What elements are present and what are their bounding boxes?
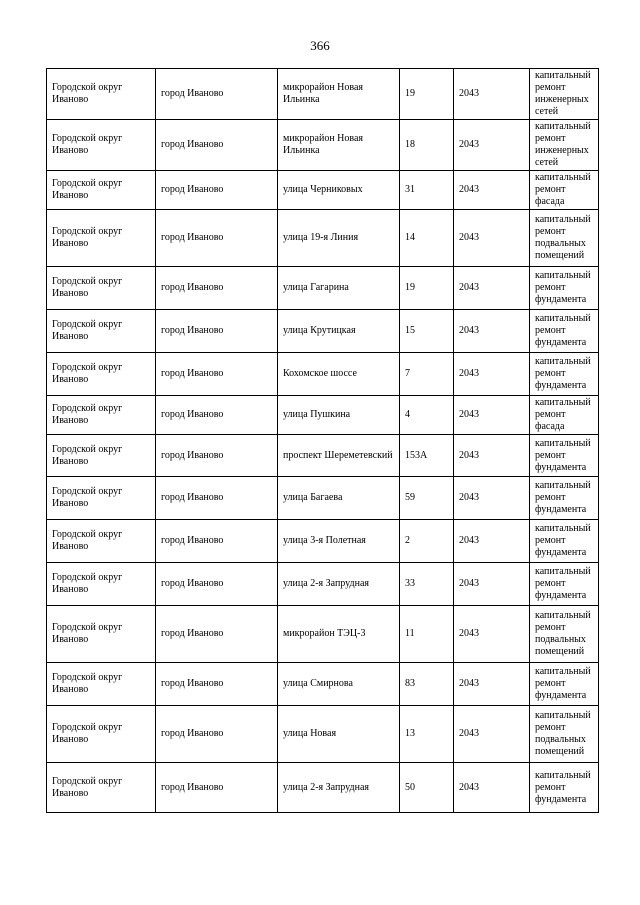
okrug-cell xyxy=(47,520,156,563)
house-text: 31 xyxy=(405,184,415,195)
house-text: 14 xyxy=(405,232,415,243)
work-cell xyxy=(530,663,599,706)
work-text: капитальный ремонт фасада xyxy=(535,397,591,432)
street-cell xyxy=(278,606,400,663)
year-cell xyxy=(454,763,530,813)
street-cell xyxy=(278,563,400,606)
city-text: город Иваново xyxy=(161,535,224,546)
house-text: 18 xyxy=(405,139,415,150)
work-text: капитальный ремонт инженерных сетей xyxy=(535,121,591,168)
city-text: город Иваново xyxy=(161,139,224,150)
okrug-cell xyxy=(47,353,156,396)
okrug-text: Городской округ Иваново xyxy=(52,672,123,695)
table-row xyxy=(47,353,599,396)
year-text: 2043 xyxy=(459,535,479,546)
work-text: капитальный ремонт подвальных помещений xyxy=(535,610,591,657)
housing-repair-table xyxy=(46,68,599,813)
year-text: 2043 xyxy=(459,781,479,793)
table-row xyxy=(47,69,599,120)
year-cell xyxy=(454,706,530,763)
work-text: капитальный ремонт инженерных сетей xyxy=(535,70,591,117)
city-text: город Иваново xyxy=(161,492,224,503)
work-cell xyxy=(530,706,599,763)
city-text: город Иваново xyxy=(161,628,224,639)
okrug-text: Городской округ Иваново xyxy=(52,572,123,595)
year-cell xyxy=(454,663,530,706)
year-cell xyxy=(454,396,530,435)
year-cell xyxy=(454,477,530,520)
okrug-cell xyxy=(47,210,156,267)
work-cell xyxy=(530,520,599,563)
year-text: 2043 xyxy=(459,282,479,293)
okrug-cell xyxy=(47,267,156,310)
house-text: 83 xyxy=(405,678,415,689)
house-cell xyxy=(400,435,454,477)
work-text: капитальный ремонт фундамента xyxy=(535,769,591,805)
city-cell xyxy=(156,171,278,210)
street-cell xyxy=(278,663,400,706)
okrug-cell xyxy=(47,663,156,706)
city-cell xyxy=(156,69,278,120)
house-cell xyxy=(400,69,454,120)
table-row xyxy=(47,520,599,563)
city-text: город Иваново xyxy=(161,184,224,195)
year-text: 2043 xyxy=(459,578,479,589)
okrug-text: Городской округ Иваново xyxy=(52,276,123,299)
city-cell xyxy=(156,663,278,706)
street-cell xyxy=(278,706,400,763)
house-cell xyxy=(400,706,454,763)
street-text: улица Крутицкая xyxy=(283,325,356,336)
year-cell xyxy=(454,267,530,310)
street-cell xyxy=(278,69,400,120)
street-cell xyxy=(278,267,400,310)
city-text: город Иваново xyxy=(161,578,224,589)
house-text: 33 xyxy=(405,578,415,589)
year-cell xyxy=(454,120,530,171)
city-text: город Иваново xyxy=(161,282,224,293)
table-row xyxy=(47,396,599,435)
okrug-text: Городской округ Иваново xyxy=(52,775,123,799)
table-body xyxy=(47,69,599,813)
okrug-cell xyxy=(47,396,156,435)
okrug-cell xyxy=(47,477,156,520)
work-cell xyxy=(530,353,599,396)
city-text: город Иваново xyxy=(161,409,224,420)
year-text: 2043 xyxy=(459,409,479,420)
okrug-cell xyxy=(47,563,156,606)
city-text: город Иваново xyxy=(161,368,224,379)
okrug-cell xyxy=(47,310,156,353)
year-cell xyxy=(454,210,530,267)
house-text: 11 xyxy=(405,628,415,639)
work-text: капитальный ремонт фундамента xyxy=(535,356,591,391)
year-text: 2043 xyxy=(459,492,479,503)
okrug-text: Городской округ Иваново xyxy=(52,722,123,745)
street-text: улица Новая xyxy=(283,728,337,739)
street-cell xyxy=(278,477,400,520)
city-text: город Иваново xyxy=(161,325,224,336)
year-cell xyxy=(454,563,530,606)
street-text: микрорайон Новая Ильинка xyxy=(283,82,364,105)
okrug-cell xyxy=(47,706,156,763)
table-row xyxy=(47,171,599,210)
year-text: 2043 xyxy=(459,628,479,639)
street-text: улица Пушкина xyxy=(283,409,351,420)
year-text: 2043 xyxy=(459,728,479,739)
street-text: улица Багаева xyxy=(283,492,343,503)
city-cell xyxy=(156,477,278,520)
table-row xyxy=(47,210,599,267)
year-cell xyxy=(454,353,530,396)
house-text: 7 xyxy=(405,368,410,379)
city-cell xyxy=(156,310,278,353)
street-cell xyxy=(278,210,400,267)
city-cell xyxy=(156,606,278,663)
house-cell xyxy=(400,396,454,435)
work-cell xyxy=(530,477,599,520)
city-cell xyxy=(156,396,278,435)
street-text: улица Гагарина xyxy=(283,282,349,293)
city-text: город Иваново xyxy=(161,781,224,793)
table-row xyxy=(47,267,599,310)
work-cell xyxy=(530,171,599,210)
house-text: 19 xyxy=(405,282,415,293)
year-cell xyxy=(454,520,530,563)
okrug-text: Городской округ Иваново xyxy=(52,226,123,249)
street-text: Кохомское шоссе xyxy=(283,368,357,379)
table-row xyxy=(47,477,599,520)
house-cell xyxy=(400,210,454,267)
city-cell xyxy=(156,706,278,763)
city-cell xyxy=(156,267,278,310)
street-text: улица 3-я Полетная xyxy=(283,535,366,546)
street-text: микрорайон ТЭЦ-3 xyxy=(283,628,366,639)
city-cell xyxy=(156,210,278,267)
street-cell xyxy=(278,171,400,210)
work-text: капитальный ремонт подвальных помещений xyxy=(535,710,591,757)
city-cell xyxy=(156,520,278,563)
street-text: улица Черниковых xyxy=(283,184,363,195)
okrug-cell xyxy=(47,435,156,477)
street-text: улица 19-я Линия xyxy=(283,232,359,243)
table-row xyxy=(47,763,599,813)
street-cell xyxy=(278,353,400,396)
year-text: 2043 xyxy=(459,449,479,461)
okrug-text: Городской округ Иваново xyxy=(52,133,123,156)
okrug-text: Городской округ Иваново xyxy=(52,529,123,552)
city-text: город Иваново xyxy=(161,678,224,689)
house-text: 4 xyxy=(405,409,410,420)
year-cell xyxy=(454,435,530,477)
year-cell xyxy=(454,171,530,210)
work-text: капитальный ремонт подвальных помещений xyxy=(535,214,591,261)
street-text: микрорайон Новая Ильинка xyxy=(283,133,364,156)
work-cell xyxy=(530,120,599,171)
okrug-text: Городской округ Иваново xyxy=(52,362,123,385)
house-cell xyxy=(400,171,454,210)
house-cell xyxy=(400,310,454,353)
work-text: капитальный ремонт фундамента xyxy=(535,523,591,558)
street-cell xyxy=(278,435,400,477)
okrug-text: Городской округ Иваново xyxy=(52,486,123,509)
okrug-text: Городской округ Иваново xyxy=(52,403,123,426)
street-cell xyxy=(278,520,400,563)
table-row xyxy=(47,663,599,706)
work-text: капитальный ремонт фундамента xyxy=(535,666,591,701)
work-cell xyxy=(530,310,599,353)
table-row xyxy=(47,310,599,353)
city-text: город Иваново xyxy=(161,88,224,99)
okrug-cell xyxy=(47,120,156,171)
street-text: улица Смирнова xyxy=(283,678,353,689)
year-cell xyxy=(454,69,530,120)
year-text: 2043 xyxy=(459,368,479,379)
house-text: 13 xyxy=(405,728,415,739)
house-cell xyxy=(400,663,454,706)
house-cell xyxy=(400,267,454,310)
work-cell xyxy=(530,606,599,663)
house-text: 50 xyxy=(405,781,415,793)
house-text: 15 xyxy=(405,325,415,336)
house-text: 2 xyxy=(405,535,410,546)
work-cell xyxy=(530,396,599,435)
year-text: 2043 xyxy=(459,88,479,99)
page-number: 366 xyxy=(310,38,330,53)
house-text: 19 xyxy=(405,88,415,99)
table-row xyxy=(47,706,599,763)
year-text: 2043 xyxy=(459,678,479,689)
city-text: город Иваново xyxy=(161,728,224,739)
okrug-cell xyxy=(47,69,156,120)
work-cell xyxy=(530,435,599,477)
city-text: город Иваново xyxy=(161,449,224,461)
work-cell xyxy=(530,69,599,120)
city-cell xyxy=(156,435,278,477)
house-text: 59 xyxy=(405,492,415,503)
year-cell xyxy=(454,310,530,353)
street-cell xyxy=(278,396,400,435)
work-text: капитальный ремонт фундамента xyxy=(535,437,591,473)
city-cell xyxy=(156,763,278,813)
work-text: капитальный ремонт фундамента xyxy=(535,270,591,305)
okrug-cell xyxy=(47,171,156,210)
year-text: 2043 xyxy=(459,232,479,243)
year-text: 2043 xyxy=(459,184,479,195)
house-text: 153А xyxy=(405,449,428,461)
year-text: 2043 xyxy=(459,325,479,336)
okrug-text: Городской округ Иваново xyxy=(52,82,123,105)
work-cell xyxy=(530,763,599,813)
street-cell xyxy=(278,120,400,171)
table-row xyxy=(47,606,599,663)
work-cell xyxy=(530,563,599,606)
house-cell xyxy=(400,120,454,171)
work-text: капитальный ремонт фундамента xyxy=(535,313,591,348)
okrug-text: Городской округ Иваново xyxy=(52,319,123,342)
street-text: проспект Шереметевский xyxy=(283,449,393,461)
table-row xyxy=(47,120,599,171)
work-text: капитальный ремонт фундамента xyxy=(535,480,591,515)
city-cell xyxy=(156,120,278,171)
house-cell xyxy=(400,477,454,520)
okrug-cell xyxy=(47,763,156,813)
year-text: 2043 xyxy=(459,139,479,150)
year-cell xyxy=(454,606,530,663)
work-cell xyxy=(530,267,599,310)
house-cell xyxy=(400,353,454,396)
okrug-cell xyxy=(47,606,156,663)
street-cell xyxy=(278,310,400,353)
table-row xyxy=(47,435,599,477)
city-cell xyxy=(156,563,278,606)
table-row xyxy=(47,563,599,606)
okrug-text: Городской округ Иваново xyxy=(52,443,123,467)
city-text: город Иваново xyxy=(161,232,224,243)
okrug-text: Городской округ Иваново xyxy=(52,622,123,645)
city-cell xyxy=(156,353,278,396)
okrug-text: Городской округ Иваново xyxy=(52,178,123,201)
street-cell xyxy=(278,763,400,813)
house-cell xyxy=(400,606,454,663)
house-cell xyxy=(400,520,454,563)
house-cell xyxy=(400,763,454,813)
house-cell xyxy=(400,563,454,606)
street-text: улица 2-я Запрудная xyxy=(283,578,370,589)
street-text: улица 2-я Запрудная xyxy=(283,781,370,793)
work-text: капитальный ремонт фасада xyxy=(535,172,591,207)
work-cell xyxy=(530,210,599,267)
work-text: капитальный ремонт фундамента xyxy=(535,566,591,601)
